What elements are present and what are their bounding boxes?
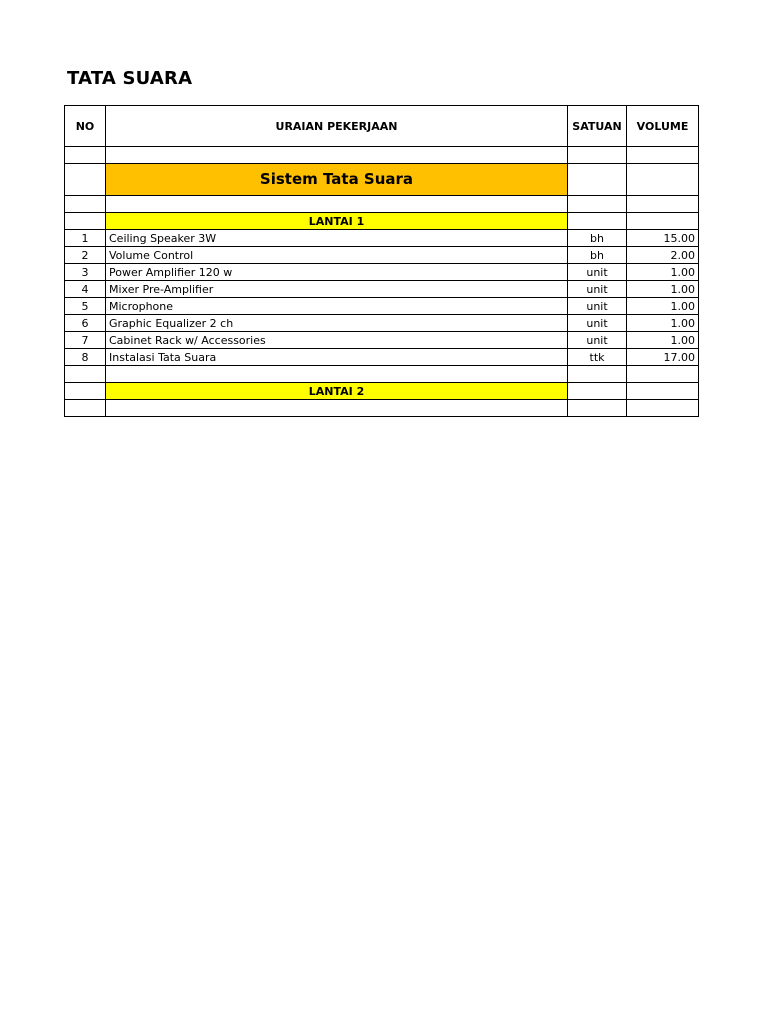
item-unit: bh (568, 247, 627, 264)
item-volume: 17.00 (627, 349, 699, 366)
header-row (65, 106, 699, 147)
item-unit: unit (568, 281, 627, 298)
floor-label-2: LANTAI 2 (106, 383, 568, 400)
item-volume: 1.00 (627, 264, 699, 281)
item-unit: unit (568, 315, 627, 332)
table-row (65, 332, 699, 349)
floor-row (65, 383, 699, 400)
item-no: 6 (65, 315, 106, 332)
table-row (65, 230, 699, 247)
item-desc: Volume Control (106, 247, 568, 264)
table-row (65, 264, 699, 281)
table-row (65, 315, 699, 332)
section-row (65, 164, 699, 196)
table-row (65, 247, 699, 264)
item-volume: 1.00 (627, 315, 699, 332)
item-no: 5 (65, 298, 106, 315)
item-no: 7 (65, 332, 106, 349)
item-unit: unit (568, 298, 627, 315)
item-no: 3 (65, 264, 106, 281)
header-volume: VOLUME (627, 106, 699, 147)
item-no: 8 (65, 349, 106, 366)
table-row (65, 349, 699, 366)
item-desc: Microphone (106, 298, 568, 315)
header-uraian: URAIAN PEKERJAAN (106, 106, 568, 147)
blank-row (65, 400, 699, 417)
floor-label-1: LANTAI 1 (106, 213, 568, 230)
item-desc: Graphic Equalizer 2 ch (106, 315, 568, 332)
item-desc: Cabinet Rack w/ Accessories (106, 332, 568, 349)
item-desc: Power Amplifier 120 w (106, 264, 568, 281)
header-no: NO (65, 106, 106, 147)
item-desc: Mixer Pre-Amplifier (106, 281, 568, 298)
item-unit: unit (568, 332, 627, 349)
table-row (65, 281, 699, 298)
item-no: 4 (65, 281, 106, 298)
section-title: Sistem Tata Suara (106, 164, 568, 196)
item-desc: Ceiling Speaker 3W (106, 230, 568, 247)
boq-table (64, 105, 699, 417)
item-volume: 1.00 (627, 332, 699, 349)
floor-row (65, 213, 699, 230)
item-volume: 15.00 (627, 230, 699, 247)
item-desc: Instalasi Tata Suara (106, 349, 568, 366)
item-volume: 1.00 (627, 281, 699, 298)
item-unit: bh (568, 230, 627, 247)
blank-row (65, 366, 699, 383)
blank-row (65, 196, 699, 213)
item-unit: unit (568, 264, 627, 281)
item-no: 2 (65, 247, 106, 264)
page-title: TATA SUARA (67, 68, 193, 89)
blank-row (65, 147, 699, 164)
item-volume: 2.00 (627, 247, 699, 264)
header-satuan: SATUAN (568, 106, 627, 147)
item-volume: 1.00 (627, 298, 699, 315)
item-no: 1 (65, 230, 106, 247)
item-unit: ttk (568, 349, 627, 366)
table-row (65, 298, 699, 315)
